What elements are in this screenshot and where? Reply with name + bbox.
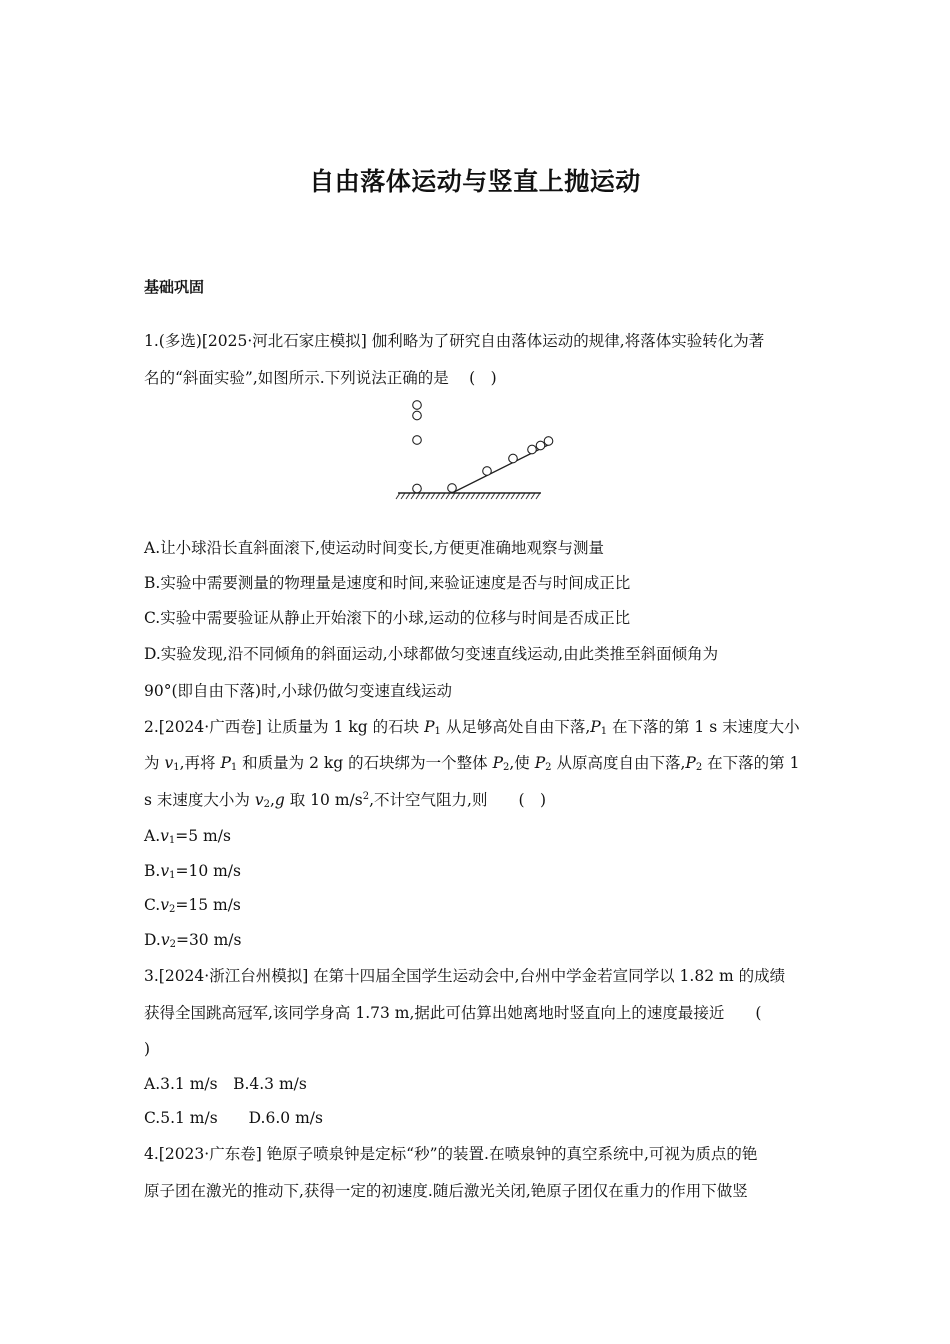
q3-options-row-2: C.5.1 m/s D.6.0 m/s: [144, 1109, 323, 1127]
q2-option-d: $D.v_2=30$ m/s: [144, 931, 242, 950]
q4-stem-line-2: 原子团在激光的推动下,获得一定的初速度.随后激光关闭,铯原子团仅在重力的作用下做竖: [144, 1182, 748, 1200]
q1-stem-line-1: 1.(多选)[2025·河北石家庄模拟] 伽利略为了研究自由落体运动的规律,将落体实验转化为著: [144, 332, 765, 350]
q3-stem-line-1: 3.[2024·浙江台州模拟] 在第十四届全国学生运动会中,台州中学金若宣同学以 1.82 m 的成绩: [144, 967, 786, 985]
page-title: 自由落体运动与竖直上抛运动: [309, 167, 641, 196]
q3-options-row-1: A.3.1 m/s B.4.3 m/s: [144, 1075, 307, 1093]
inclined-plane-figure: [394, 396, 554, 510]
q1-option-d-line-1: D.实验发现,沿不同倾角的斜面运动,小球都做匀变速直线运动,由此类推至斜面倾角为: [144, 645, 719, 663]
q2-stem-line-3: s 末速度大小为 $v_2,g$ 取 10 $m/s^2$,不计空气阻力,则 ( ): [144, 791, 547, 810]
q2-option-c: $C.v_2=15$ m/s: [144, 896, 241, 915]
q1-option-d-line-2: 90°(即自由下落)时,小球仍做匀变速直线运动: [144, 682, 452, 700]
q1-option-c: C.实验中需要验证从静止开始滚下的小球,运动的位移与时间是否成正比: [144, 609, 631, 627]
q3-stem-line-3: ): [144, 1040, 151, 1058]
q1-stem-line-2: 名的“斜面实验”,如图所示.下列说法正确的是 ( ): [144, 369, 497, 387]
section-heading: 基础巩固: [144, 278, 205, 296]
inclined-plane-diagram: [394, 396, 554, 506]
q1-option-b: B.实验中需要测量的物理量是速度和时间,来验证速度是否与时间成正比: [144, 574, 631, 592]
q1-option-a: A.让小球沿长直斜面滚下,使运动时间变长,方便更准确地观察与测量: [144, 539, 604, 557]
q4-stem-line-1: 4.[2023·广东卷] 铯原子喷泉钟是定标“秒”的装置.在喷泉钟的真空系统中,可视为质点的铯: [144, 1145, 758, 1163]
q2-stem-line-1: 2.[2024·广西卷] 让质量为 1 kg 的石块 $P_1$ 从足够高处自由下落$,P_1$ 在下落的第 1 s 末速度大小: [144, 718, 800, 737]
q3-stem-line-2: 获得全国跳高冠军,该同学身高 1.73 m,据此可估算出她离地时竖直向上的速度最接近 (: [144, 1004, 762, 1022]
q2-option-b: $B.v_1=10$ m/s: [144, 862, 241, 881]
q2-option-a: $A.v_1=5$ m/s: [144, 827, 231, 846]
q2-stem-line-2: 为 $v_1$,再将 $P_1$ 和质量为 2 kg 的石块绑为一个整体 $P_2$,使 $P_2$ 从原高度自由下落$,P_2$ 在下落的第 1: [144, 754, 800, 773]
